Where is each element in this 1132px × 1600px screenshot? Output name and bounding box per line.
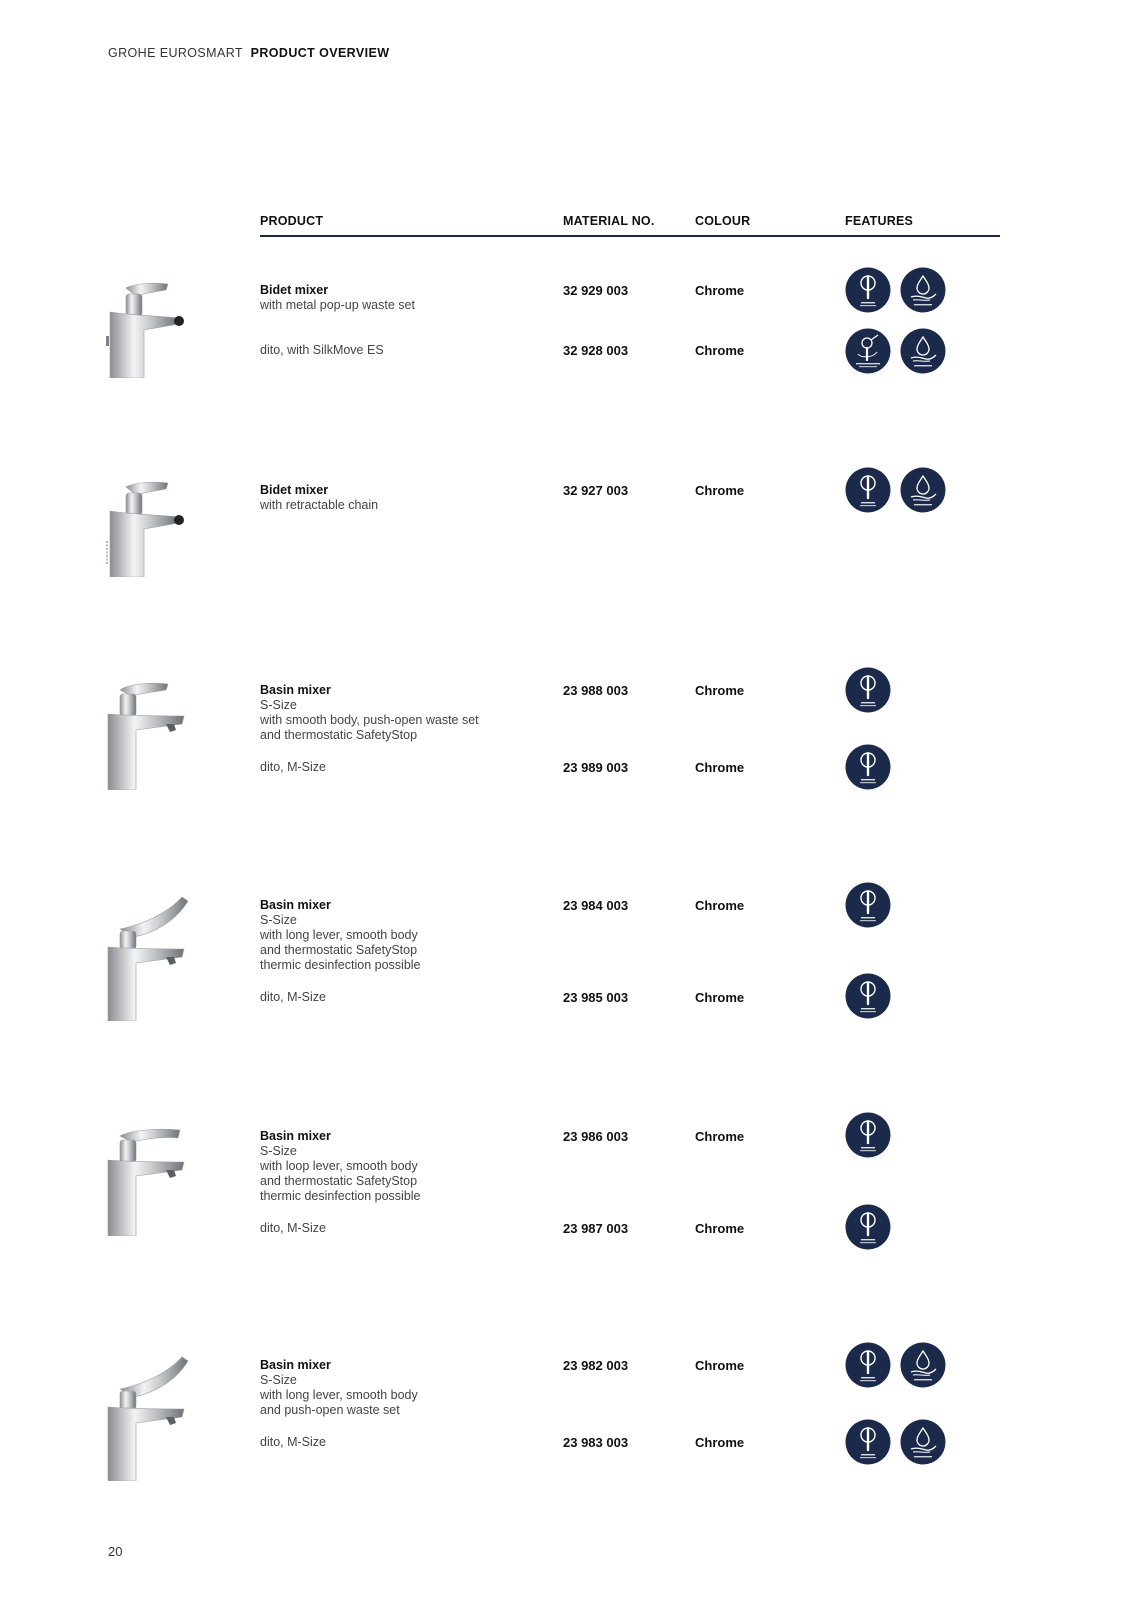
colour-value: Chrome: [695, 343, 745, 358]
basin-mixer-loop-lever-image: [104, 1126, 190, 1236]
product-name: Basin mixer: [260, 1129, 331, 1143]
silkmove-es-icon: [845, 328, 891, 374]
colour-value: Chrome: [695, 283, 745, 298]
colour-value: Chrome: [695, 990, 745, 1005]
material-number: 32 928 003: [563, 343, 629, 358]
grohe-ecojoy-icon: [845, 882, 891, 928]
material-number: 23 983 003: [563, 1435, 629, 1450]
material-number: 23 988 003: [563, 683, 629, 698]
grohe-ecojoy-icon: [845, 1419, 891, 1465]
product-name: Basin mixer: [260, 683, 331, 697]
product-description: with loop lever, smooth body: [260, 1159, 418, 1173]
basin-mixer-long-lever-image: [104, 895, 190, 1021]
column-header-colour: COLOUR: [695, 214, 751, 228]
product-name: Bidet mixer: [260, 483, 329, 497]
water-saving-icon: [900, 467, 946, 513]
column-header-features: FEATURES: [845, 214, 914, 228]
column-header-material: MATERIAL NO.: [563, 214, 655, 228]
colour-value: Chrome: [695, 898, 745, 913]
colour-value: Chrome: [695, 760, 745, 775]
product-name: Bidet mixer: [260, 283, 329, 297]
product-description: thermic desinfection possible: [260, 958, 421, 972]
product-name: Basin mixer: [260, 898, 331, 912]
colour-value: Chrome: [695, 1358, 745, 1373]
grohe-ecojoy-icon: [845, 1342, 891, 1388]
material-number: 23 982 003: [563, 1358, 629, 1373]
brand-label: GROHE EUROSMART: [108, 46, 243, 60]
product-description: dito, M-Size: [260, 1221, 326, 1235]
material-number: 23 984 003: [563, 898, 629, 913]
material-number: 23 985 003: [563, 990, 629, 1005]
header-rule: [260, 235, 1000, 237]
grohe-ecojoy-icon: [845, 744, 891, 790]
product-description: S-Size: [260, 1144, 297, 1158]
product-description: S-Size: [260, 913, 297, 927]
material-number: 32 929 003: [563, 283, 629, 298]
grohe-ecojoy-icon: [845, 1112, 891, 1158]
column-header-product: PRODUCT: [260, 214, 324, 228]
product-description: and thermostatic SafetyStop: [260, 728, 418, 742]
product-description: dito, M-Size: [260, 990, 326, 1004]
grohe-ecojoy-icon: [845, 467, 891, 513]
water-saving-icon: [900, 328, 946, 374]
colour-value: Chrome: [695, 683, 745, 698]
bidet-mixer-image: [106, 282, 188, 378]
section-label: PRODUCT OVERVIEW: [250, 46, 390, 60]
colour-value: Chrome: [695, 1129, 745, 1144]
product-description: with metal pop-up waste set: [260, 298, 415, 312]
product-description: S-Size: [260, 1373, 297, 1387]
bidet-mixer-chain-image: [106, 481, 188, 577]
water-saving-icon: [900, 1419, 946, 1465]
product-description: with long lever, smooth body: [260, 928, 418, 942]
product-description: dito, M-Size: [260, 1435, 326, 1449]
product-description: and thermostatic SafetyStop: [260, 943, 418, 957]
grohe-ecojoy-icon: [845, 267, 891, 313]
product-description: and push-open waste set: [260, 1403, 400, 1417]
basin-mixer-long-lever-image: [104, 1355, 190, 1481]
material-number: 23 989 003: [563, 760, 629, 775]
grohe-ecojoy-icon: [845, 667, 891, 713]
product-description: with smooth body, push-open waste set: [260, 713, 479, 727]
colour-value: Chrome: [695, 1435, 745, 1450]
basin-mixer-image: [104, 680, 188, 790]
colour-value: Chrome: [695, 1221, 745, 1236]
material-number: 23 987 003: [563, 1221, 629, 1236]
water-saving-icon: [900, 1342, 946, 1388]
material-number: 32 927 003: [563, 483, 629, 498]
product-description: thermic desinfection possible: [260, 1189, 421, 1203]
material-number: 23 986 003: [563, 1129, 629, 1144]
product-description: S-Size: [260, 698, 297, 712]
product-name: Basin mixer: [260, 1358, 331, 1372]
product-description: dito, M-Size: [260, 760, 326, 774]
page-number: 20: [108, 1544, 123, 1559]
product-description: dito, with SilkMove ES: [260, 343, 384, 357]
colour-value: Chrome: [695, 483, 745, 498]
grohe-ecojoy-icon: [845, 1204, 891, 1250]
product-description: with long lever, smooth body: [260, 1388, 418, 1402]
product-description: and thermostatic SafetyStop: [260, 1174, 418, 1188]
grohe-ecojoy-icon: [845, 973, 891, 1019]
running-head: [108, 46, 389, 60]
product-description: with retractable chain: [260, 498, 379, 512]
water-saving-icon: [900, 267, 946, 313]
